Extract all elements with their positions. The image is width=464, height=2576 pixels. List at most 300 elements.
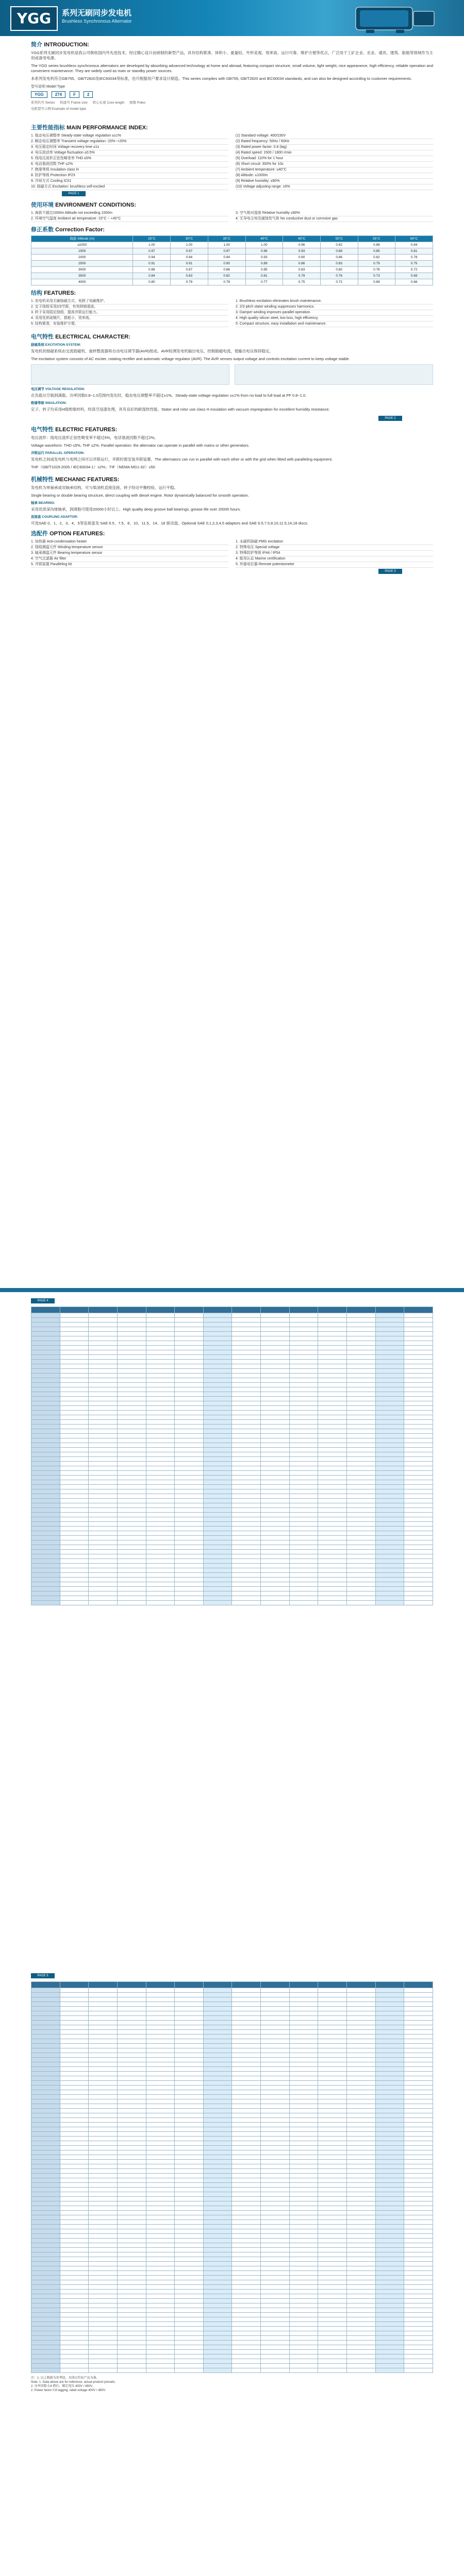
table-cell xyxy=(347,2062,376,2067)
table-cell xyxy=(404,2155,433,2160)
table-cell xyxy=(31,2030,60,2035)
table-cell xyxy=(404,1988,433,1993)
table-cell xyxy=(289,1997,318,2002)
table-cell xyxy=(347,1332,376,1336)
table-cell xyxy=(404,1540,433,1545)
table-cell xyxy=(175,2183,204,2188)
excitation-text-cn: 发电机的励磁系统由交流励磁机、旋转整流器和自动电压调节器(AVR)组成。AVR检测发电机输出电压，控制励磁电流，使输出电压保持稳定。 xyxy=(31,349,273,353)
table-cell xyxy=(261,2044,290,2048)
table-cell xyxy=(146,1517,175,1522)
table-cell xyxy=(261,1522,290,1527)
table-cell xyxy=(31,1327,60,1332)
table-cell xyxy=(31,2239,60,2243)
table-cell xyxy=(31,2007,60,2011)
table-cell xyxy=(175,1550,204,1554)
table-row xyxy=(31,2252,433,2257)
table-cell xyxy=(117,1448,146,1452)
table-cell xyxy=(261,1471,290,1476)
table-cell xyxy=(347,1545,376,1550)
table-cell xyxy=(261,2007,290,2011)
table-cell xyxy=(289,2127,318,2132)
table-cell xyxy=(375,2350,404,2354)
table-cell xyxy=(31,1466,60,1471)
table-cell xyxy=(60,2030,89,2035)
table-cell xyxy=(175,2109,204,2113)
table-cell xyxy=(31,2160,60,2164)
table-cell xyxy=(318,2234,347,2239)
table-cell xyxy=(175,1420,204,1425)
table-cell xyxy=(404,2095,433,2099)
table-cell xyxy=(289,2364,318,2368)
table-cell xyxy=(203,1323,232,1327)
table-cell xyxy=(318,2076,347,2081)
table-cell xyxy=(347,2345,376,2350)
table-cell xyxy=(289,1466,318,1471)
table-cell xyxy=(31,1387,60,1392)
table-cell xyxy=(31,2252,60,2257)
table-cell xyxy=(31,2183,60,2188)
table-cell xyxy=(232,2327,261,2331)
table-row xyxy=(31,2016,433,2021)
table-cell xyxy=(203,1559,232,1564)
table-row xyxy=(31,2104,433,2109)
table-row xyxy=(31,2331,433,2336)
perf-item: (6) Short circuit: 300% for 10s xyxy=(236,162,433,167)
table-cell xyxy=(89,2364,118,2368)
table-cell xyxy=(203,1341,232,1346)
table-row xyxy=(31,1513,433,1517)
table-row xyxy=(31,2290,433,2294)
table-cell xyxy=(146,2290,175,2294)
table-cell xyxy=(203,2257,232,2262)
table-cell xyxy=(89,1536,118,1540)
table-cell xyxy=(60,2160,89,2164)
table-cell xyxy=(146,1531,175,1536)
table-cell xyxy=(117,2053,146,2058)
table-cell xyxy=(203,2086,232,2090)
table-cell xyxy=(117,1550,146,1554)
table-cell xyxy=(347,1383,376,1387)
table-row xyxy=(31,1485,433,1489)
table-cell xyxy=(31,2211,60,2215)
table-row xyxy=(31,2336,433,2341)
table-cell xyxy=(289,2234,318,2239)
table-row xyxy=(31,2192,433,2197)
table-cell xyxy=(60,2345,89,2350)
table-cell xyxy=(175,1364,204,1369)
table-cell xyxy=(117,2039,146,2044)
table-cell xyxy=(375,1540,404,1545)
table-cell xyxy=(289,1378,318,1383)
table-cell xyxy=(89,2368,118,2373)
correction-cell: 0.78 xyxy=(208,279,245,285)
table-cell xyxy=(146,2146,175,2150)
table-cell xyxy=(146,2021,175,2025)
table-cell xyxy=(146,1452,175,1457)
table-cell xyxy=(175,2099,204,2104)
table-cell xyxy=(146,1411,175,1415)
table-row xyxy=(31,2113,433,2118)
table-cell xyxy=(117,2192,146,2197)
section-divider xyxy=(0,1288,464,1292)
table-cell xyxy=(289,2183,318,2188)
table-cell xyxy=(31,1540,60,1545)
table-row xyxy=(31,2090,433,2095)
table-cell xyxy=(117,2248,146,2252)
table-cell xyxy=(175,2234,204,2239)
table-cell xyxy=(261,2127,290,2132)
perf-item: (4) Rated speed: 1500 / 1800 r/min xyxy=(236,150,433,156)
table-cell xyxy=(203,1374,232,1378)
table-cell xyxy=(404,2280,433,2285)
table-cell xyxy=(60,2035,89,2039)
table-cell xyxy=(89,1540,118,1545)
table-cell xyxy=(232,1360,261,1364)
table-cell xyxy=(89,2290,118,2294)
intro-text-cn: YGG系列无刷同步发电机是我公司吸收国内外先进技术，经过精心设计而研制的新型产品，具有结构紧凑、体积小、重量轻、外形美观、效率高、运行可靠、维护方便等优点，广泛用于工矿企业、农业、通讯、建筑、船舶等领域作为主用或备用电源。 xyxy=(31,50,433,60)
table-cell xyxy=(203,1503,232,1508)
table-cell xyxy=(404,1582,433,1587)
table-cell xyxy=(289,1559,318,1564)
table-cell xyxy=(31,2002,60,2007)
table-cell xyxy=(175,1494,204,1499)
table-cell xyxy=(318,1336,347,1341)
option-item: 5. 外接电位器 Remote potentiometer xyxy=(236,562,433,568)
table-cell xyxy=(347,2104,376,2109)
table-cell xyxy=(404,1387,433,1392)
table-cell xyxy=(318,2099,347,2104)
table-cell xyxy=(232,1392,261,1397)
table-cell xyxy=(117,2164,146,2169)
table-cell xyxy=(404,2067,433,2072)
table-cell xyxy=(375,2002,404,2007)
table-cell xyxy=(261,2276,290,2280)
table-cell xyxy=(347,2197,376,2201)
table-cell xyxy=(261,2016,290,2021)
table-row xyxy=(31,2280,433,2285)
table-cell xyxy=(89,2215,118,2220)
table-cell xyxy=(318,1982,347,1988)
table-cell xyxy=(175,1318,204,1323)
table-cell xyxy=(318,2243,347,2248)
table-cell xyxy=(375,1387,404,1392)
table-cell xyxy=(175,2076,204,2081)
features-text-cn: 电压波形：线电压波形正弦性畸变率不超过5%，电话谐波因数不超过2%。 xyxy=(31,435,158,440)
option-item: 3. 轴承测温元件 Bearing temperature sensor xyxy=(31,551,228,556)
table-cell xyxy=(375,2150,404,2155)
table-cell xyxy=(146,2225,175,2229)
table-cell xyxy=(232,1383,261,1387)
table-cell xyxy=(146,1480,175,1485)
correction-cell: 0.85 xyxy=(358,248,395,255)
table-row xyxy=(31,2234,433,2239)
table-cell xyxy=(347,2021,376,2025)
table-cell xyxy=(60,1369,89,1374)
correction-cell: 4000 xyxy=(31,279,133,285)
table-cell xyxy=(232,2164,261,2169)
table-cell xyxy=(289,2155,318,2160)
table-cell xyxy=(375,2062,404,2067)
table-cell xyxy=(60,2313,89,2317)
table-cell xyxy=(289,2174,318,2178)
correction-cell: 0.93 xyxy=(245,255,283,261)
table-cell xyxy=(175,1466,204,1471)
table-cell xyxy=(203,2025,232,2030)
table-cell xyxy=(117,2132,146,2137)
table-cell xyxy=(203,1988,232,1993)
table-cell xyxy=(289,2313,318,2317)
table-cell xyxy=(203,1540,232,1545)
table-cell xyxy=(203,2067,232,2072)
table-cell xyxy=(117,2090,146,2095)
table-cell xyxy=(146,1307,175,1313)
table-cell xyxy=(31,1307,60,1313)
table-cell xyxy=(60,1982,89,1988)
table-cell xyxy=(404,1531,433,1536)
table-cell xyxy=(117,2123,146,2127)
table-cell xyxy=(232,1374,261,1378)
table-cell xyxy=(31,1522,60,1527)
table-row xyxy=(31,2123,433,2127)
table-cell xyxy=(404,1564,433,1568)
table-cell xyxy=(289,1499,318,1503)
table-cell xyxy=(289,2016,318,2021)
table-cell xyxy=(232,2276,261,2280)
table-cell xyxy=(289,1527,318,1531)
table-row xyxy=(31,1369,433,1374)
table-cell xyxy=(261,1425,290,1429)
env-list xyxy=(31,211,433,222)
table-cell xyxy=(347,2336,376,2341)
table-row xyxy=(31,1429,433,1434)
table-cell xyxy=(60,2317,89,2322)
table-cell xyxy=(347,1378,376,1383)
table-cell xyxy=(60,2113,89,2118)
table-cell xyxy=(261,1982,290,1988)
table-cell xyxy=(261,2345,290,2350)
table-cell xyxy=(117,1369,146,1374)
table-cell xyxy=(175,2215,204,2220)
table-row xyxy=(31,2164,433,2169)
table-cell xyxy=(404,2150,433,2155)
table-cell xyxy=(175,2243,204,2248)
table-cell xyxy=(375,2276,404,2280)
table-cell xyxy=(146,1489,175,1494)
table-cell xyxy=(31,2169,60,2174)
table-cell xyxy=(289,1582,318,1587)
perf-item: 1. 稳态电压调整率 Steady-state voltage regulation ≤±1% xyxy=(31,133,228,139)
table-cell xyxy=(203,2276,232,2280)
table-cell xyxy=(404,1573,433,1578)
table-cell xyxy=(89,2076,118,2081)
table-cell xyxy=(89,1508,118,1513)
table-cell xyxy=(203,2197,232,2201)
table-cell xyxy=(289,1429,318,1434)
brand-logo: YGG xyxy=(10,6,58,31)
table-cell xyxy=(117,1993,146,1997)
table-cell xyxy=(117,1540,146,1545)
table-cell xyxy=(232,2104,261,2109)
table-cell xyxy=(347,2076,376,2081)
table-cell xyxy=(175,1499,204,1503)
table-cell xyxy=(117,1327,146,1332)
table-cell xyxy=(31,2118,60,2123)
table-row xyxy=(31,1480,433,1485)
table-cell xyxy=(232,2150,261,2155)
table-cell xyxy=(404,1559,433,1564)
table-cell xyxy=(175,2044,204,2048)
table-row xyxy=(31,2359,433,2364)
table-cell xyxy=(375,2048,404,2053)
table-cell xyxy=(175,1411,204,1415)
table-cell xyxy=(146,2220,175,2225)
table-cell xyxy=(175,2011,204,2016)
table-cell xyxy=(89,2239,118,2243)
intro-heading: 简介 INTRODUCTION: xyxy=(31,42,90,48)
model-part: 2 xyxy=(84,91,93,98)
table-cell xyxy=(232,2229,261,2234)
table-cell xyxy=(146,2257,175,2262)
table-cell xyxy=(146,1364,175,1369)
table-cell xyxy=(375,2058,404,2062)
features-heading: 电气特性 ELECTRIC FEATURES: xyxy=(31,427,118,433)
sheet-note: 2. Power factor 0.8 lagging, rated voltage 400V / 480V. xyxy=(31,2389,106,2392)
table-cell xyxy=(60,2290,89,2294)
table-cell xyxy=(146,2155,175,2160)
table-cell xyxy=(117,2072,146,2076)
table-row xyxy=(31,2081,433,2086)
table-cell xyxy=(318,1471,347,1476)
table-cell xyxy=(175,1425,204,1429)
table-cell xyxy=(146,1355,175,1360)
table-cell xyxy=(31,2048,60,2053)
table-cell xyxy=(375,1313,404,1318)
table-row xyxy=(31,1578,433,1582)
perf-item: (8) Altitude: ≤1000m xyxy=(236,173,433,179)
table-cell xyxy=(175,1485,204,1489)
table-cell xyxy=(232,2211,261,2215)
table-cell xyxy=(203,1596,232,1601)
table-cell xyxy=(175,2062,204,2067)
table-cell xyxy=(289,2021,318,2025)
structure-item: 5. Compact structure, easy installation and maintenance. xyxy=(236,321,433,327)
table-cell xyxy=(347,2099,376,2104)
table-cell xyxy=(203,2137,232,2141)
table-cell xyxy=(261,1564,290,1568)
env-item: 4. 无导电尘埃及腐蚀性气体 No conductive dust or corrosive gas xyxy=(236,216,433,222)
table-cell xyxy=(203,1383,232,1387)
table-cell xyxy=(89,2327,118,2331)
table-cell xyxy=(318,1406,347,1411)
table-cell xyxy=(60,2280,89,2285)
perf-item: 7. 绝缘等级 Insulation class H xyxy=(31,167,228,173)
table-cell xyxy=(261,2248,290,2252)
table-cell xyxy=(203,1522,232,1527)
table-cell xyxy=(404,2132,433,2137)
table-cell xyxy=(261,1466,290,1471)
table-cell xyxy=(117,1513,146,1517)
correction-cell: 2500 xyxy=(31,261,133,267)
table-cell xyxy=(117,1452,146,1457)
table-cell xyxy=(60,2220,89,2225)
table-cell xyxy=(175,2313,204,2317)
table-cell xyxy=(146,1508,175,1513)
table-cell xyxy=(289,2271,318,2276)
table-cell xyxy=(289,1480,318,1485)
table-cell xyxy=(232,1527,261,1531)
table-cell xyxy=(31,2188,60,2192)
table-cell xyxy=(146,2331,175,2336)
table-cell xyxy=(318,2090,347,2095)
table-cell xyxy=(60,2336,89,2341)
table-cell xyxy=(89,1601,118,1605)
table-cell xyxy=(117,2016,146,2021)
table-cell xyxy=(175,2308,204,2313)
table-cell xyxy=(60,2081,89,2086)
table-cell xyxy=(203,2201,232,2206)
table-cell xyxy=(89,1452,118,1457)
table-cell xyxy=(203,1982,232,1988)
table-cell xyxy=(318,1578,347,1582)
correction-col-header: 50°C xyxy=(320,236,358,242)
table-cell xyxy=(31,2364,60,2368)
table-cell xyxy=(375,1494,404,1499)
table-row xyxy=(31,2174,433,2178)
table-cell xyxy=(404,1452,433,1457)
table-cell xyxy=(60,2294,89,2299)
table-cell xyxy=(146,2359,175,2364)
table-cell xyxy=(203,2183,232,2188)
table-cell xyxy=(117,1596,146,1601)
table-cell xyxy=(404,2354,433,2359)
table-cell xyxy=(404,2118,433,2123)
table-cell xyxy=(261,2331,290,2336)
correction-row xyxy=(31,261,433,267)
table-cell xyxy=(60,1550,89,1554)
table-row xyxy=(31,2303,433,2308)
table-cell xyxy=(175,2229,204,2234)
table-cell xyxy=(175,2072,204,2076)
table-cell xyxy=(232,2368,261,2373)
table-row xyxy=(31,1425,433,1429)
table-cell xyxy=(404,1527,433,1531)
table-cell xyxy=(404,1485,433,1489)
table-cell xyxy=(117,2178,146,2183)
table-cell xyxy=(175,1429,204,1434)
table-cell xyxy=(404,1471,433,1476)
table-row xyxy=(31,1540,433,1545)
table-cell xyxy=(347,2294,376,2299)
table-cell xyxy=(375,2336,404,2341)
table-cell xyxy=(60,2146,89,2150)
table-cell xyxy=(404,1550,433,1554)
table-cell xyxy=(232,1485,261,1489)
table-cell xyxy=(60,2276,89,2280)
table-row xyxy=(31,2011,433,2016)
table-cell xyxy=(89,2331,118,2336)
correction-cell: 0.85 xyxy=(245,267,283,273)
table-cell xyxy=(117,2118,146,2123)
table-cell xyxy=(232,1378,261,1383)
table-cell xyxy=(60,2044,89,2048)
table-cell xyxy=(375,2164,404,2169)
table-cell xyxy=(261,2072,290,2076)
table-cell xyxy=(203,2104,232,2109)
table-cell xyxy=(31,2137,60,2141)
table-cell xyxy=(404,1355,433,1360)
table-cell xyxy=(89,2359,118,2364)
table-cell xyxy=(89,1494,118,1499)
